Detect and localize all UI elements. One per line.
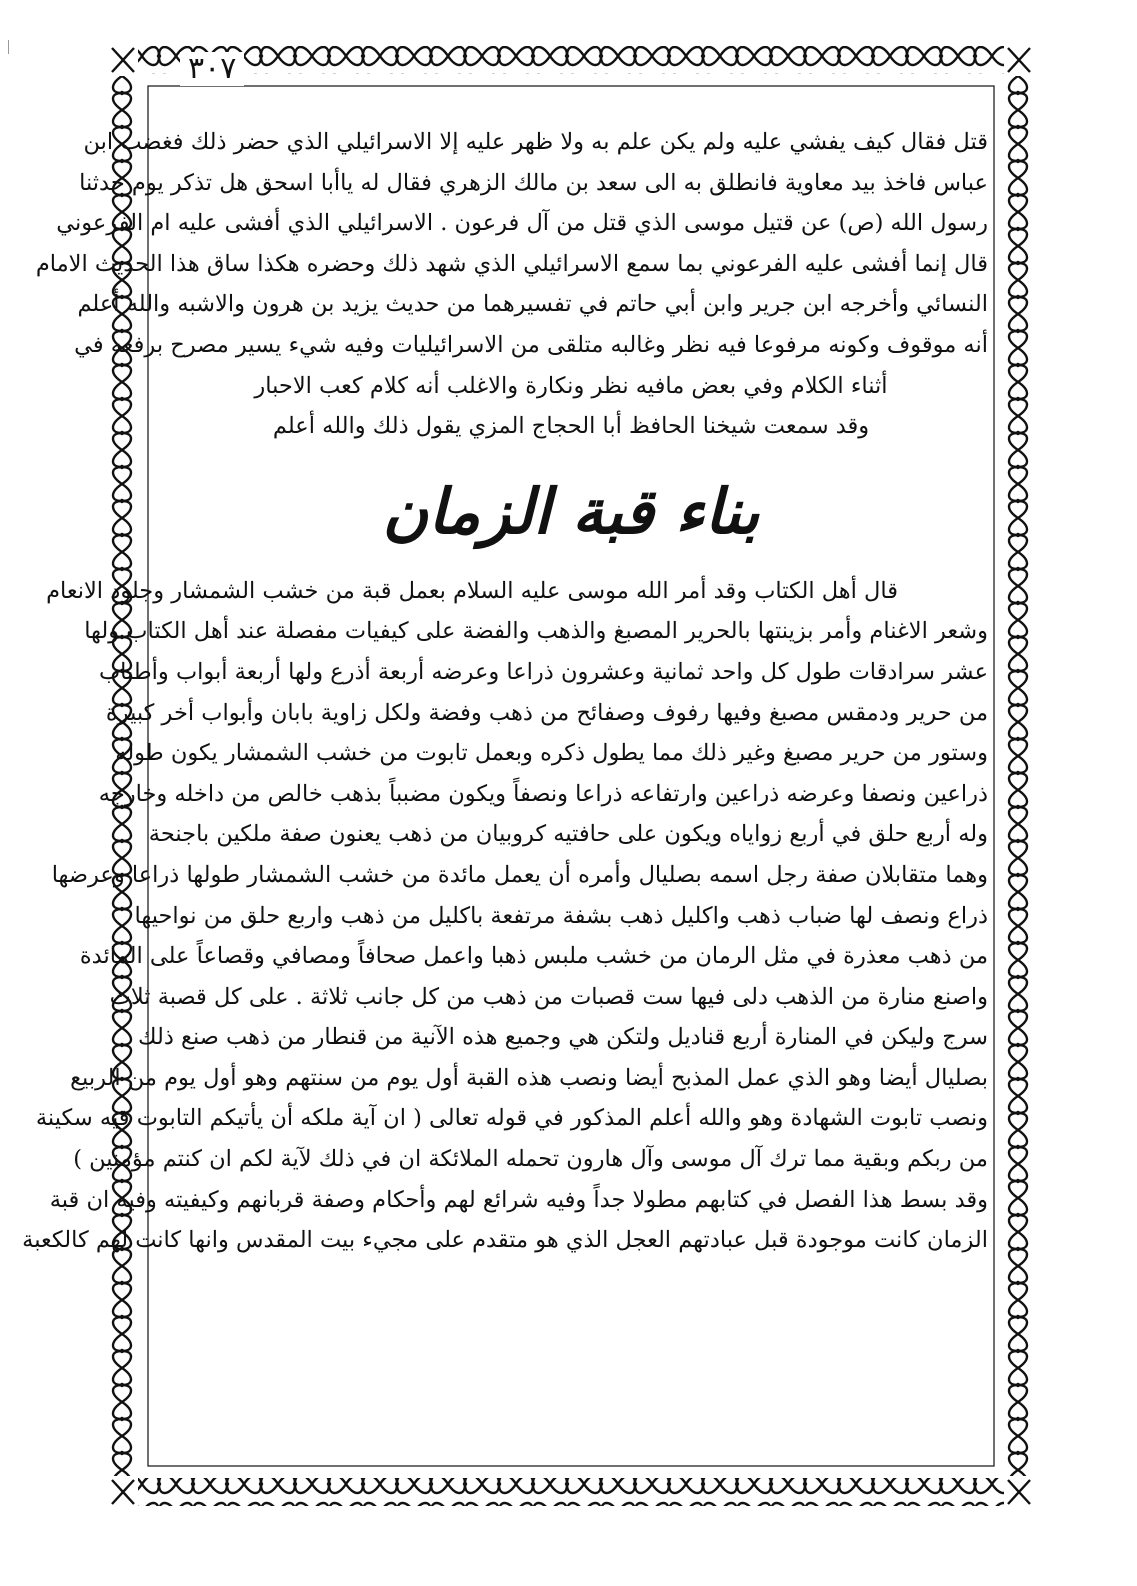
text-line: من ذهب معذرة في مثل الرمان من خشب ملبس ذهبا واعمل صحافاً ومصافي وقصاعاً على المائدة [79,943,988,970]
text-line: رسول الله (ص) عن قتيل موسى الذي قتل من آل فرعون . الاسرائيلي الذي أفشى عليه ام الفرعوني [56,210,988,237]
text-line: عباس فاخذ بيد معاوية فانطلق به الى سعد بن مالك الزهري فقال له ياأبا اسحق هل تذكر يوم حدثنا [79,169,988,196]
text-line: وستور من حرير مصبغ وغير ذلك مما يطول ذكره وبعمل تابوت من خشب الشمشار يكون طوله [115,740,988,767]
page-body [22,122,988,1472]
text-line: وقد بسط هذا الفصل في كتابهم مطولا جداً وفيه شرائع لهم وأحكام وصفة قربانهم وكيفيته وفيه ان قبة [49,1186,988,1213]
text-line: أثناء الكلام وفي بعض مافيه نظر ونكارة والاغلب أنه كلام كعب الاحبار [254,372,888,399]
text-line: ذراعين ونصفا وعرضه ذراعين وارتفاعه ذراعا ونصفاً ويكون مضبباً بذهب خالص من داخله وخارجه [98,780,988,807]
text-line: وله أربع حلق في أربع زواياه ويكون على حافتيه كروبيان من ذهب يعنون صفة ملكين باجنحة [148,821,988,848]
text-line: أنه موقوف وكونه مرفوعا فيه نظر وغالبه متلقى من الاسرائيليات وفيه شيء يسير مصرح برفعه في [74,331,988,358]
text-line: من حرير ودمقس مصبغ وفيها رفوف وصفائح من ذهب وفضة ولكل زاوية بابان وأبواب أخر كبيرة [105,699,988,726]
text-line: ذراع ونصف لها ضباب ذهب واكليل ذهب بشفة مرتفعة باكليل من ذهب واربع حلق من نواحيها [134,902,988,929]
text-line: النسائي وأخرجه ابن جرير وابن أبي حاتم في تفسيرهما من حديث يزيد بن هرون والاشبه والله أعلم [77,291,988,318]
text-line: وشعر الاغنام وأمر بزينتها بالحرير المصبغ والذهب والفضة على كيفيات مفصلة عند أهل الكتاب ولها [84,618,988,645]
text-line: ونصب تابوت الشهادة وهو والله أعلم المذكور في قوله تعالى ( ان آية ملكه أن يأتيكم التابوت فيه سكينة [35,1105,988,1132]
scan-margin-mark [8,40,9,54]
text-line: وقد سمعت شيخنا الحافظ أبا الحجاج المزي يقول ذلك والله أعلم [272,413,870,440]
page-number: ٣٠٧ [180,52,244,86]
text-line: قتل فقال كيف يفشي عليه ولم يكن علم به ولا ظهر عليه إلا الاسرائيلي الذي حضر ذلك فغضب ابن [83,129,988,155]
text-line: واصنع منارة من الذهب دلى فيها ست قصبات من ذهب من كل جانب ثلاثة . على كل قصبة ثلاث [109,983,988,1010]
text-line: الزمان كانت موجودة قبل عبادتهم العجل الذي هو متقدم على مجيء بيت المقدس وانها كانت لهم كالكعبة [22,1227,988,1254]
text-line: عشر سرادقات طول كل واحد ثمانية وعشرون ذراعا وعرضه أربعة أذرع ولها أربعة أبواب وأطناب [98,658,988,685]
text-line: بصليال أيضا وهو الذي عمل المذبح أيضا ونصب هذه القبة أول يوم من سنتهم وهو أول يوم من الربيع [70,1064,988,1091]
text-line: قال أهل الكتاب وقد أمر الله موسى عليه السلام بعمل قبة من خشب الشمشار وجلود الانعام [46,577,898,604]
text-line: من ربكم وبقية مما ترك آل موسى وآل هارون تحمله الملائكة ان في ذلك لآية لكم ان كنتم مؤمنين ) [73,1146,988,1173]
text-line: قال إنما أفشى عليه الفرعوني بما سمع الاسرائيلي الذي شهد ذلك وحضره هكذا ساق هذا الحديث الامام [35,250,988,277]
text-line: سرج وليكن في المنارة أربع قناديل ولتكن هي وجميع هذه الآنية من قنطار من ذهب صنع ذلك [138,1024,988,1051]
ornamental-page-frame [22,42,1034,1510]
text-line: وهما متقابلان صفة رجل اسمه بصليال وأمره أن يعمل مائدة من خشب الشمشار طولها ذراعا وعرضها [51,861,988,888]
section-heading: بناء قبة الزمان [382,474,760,548]
